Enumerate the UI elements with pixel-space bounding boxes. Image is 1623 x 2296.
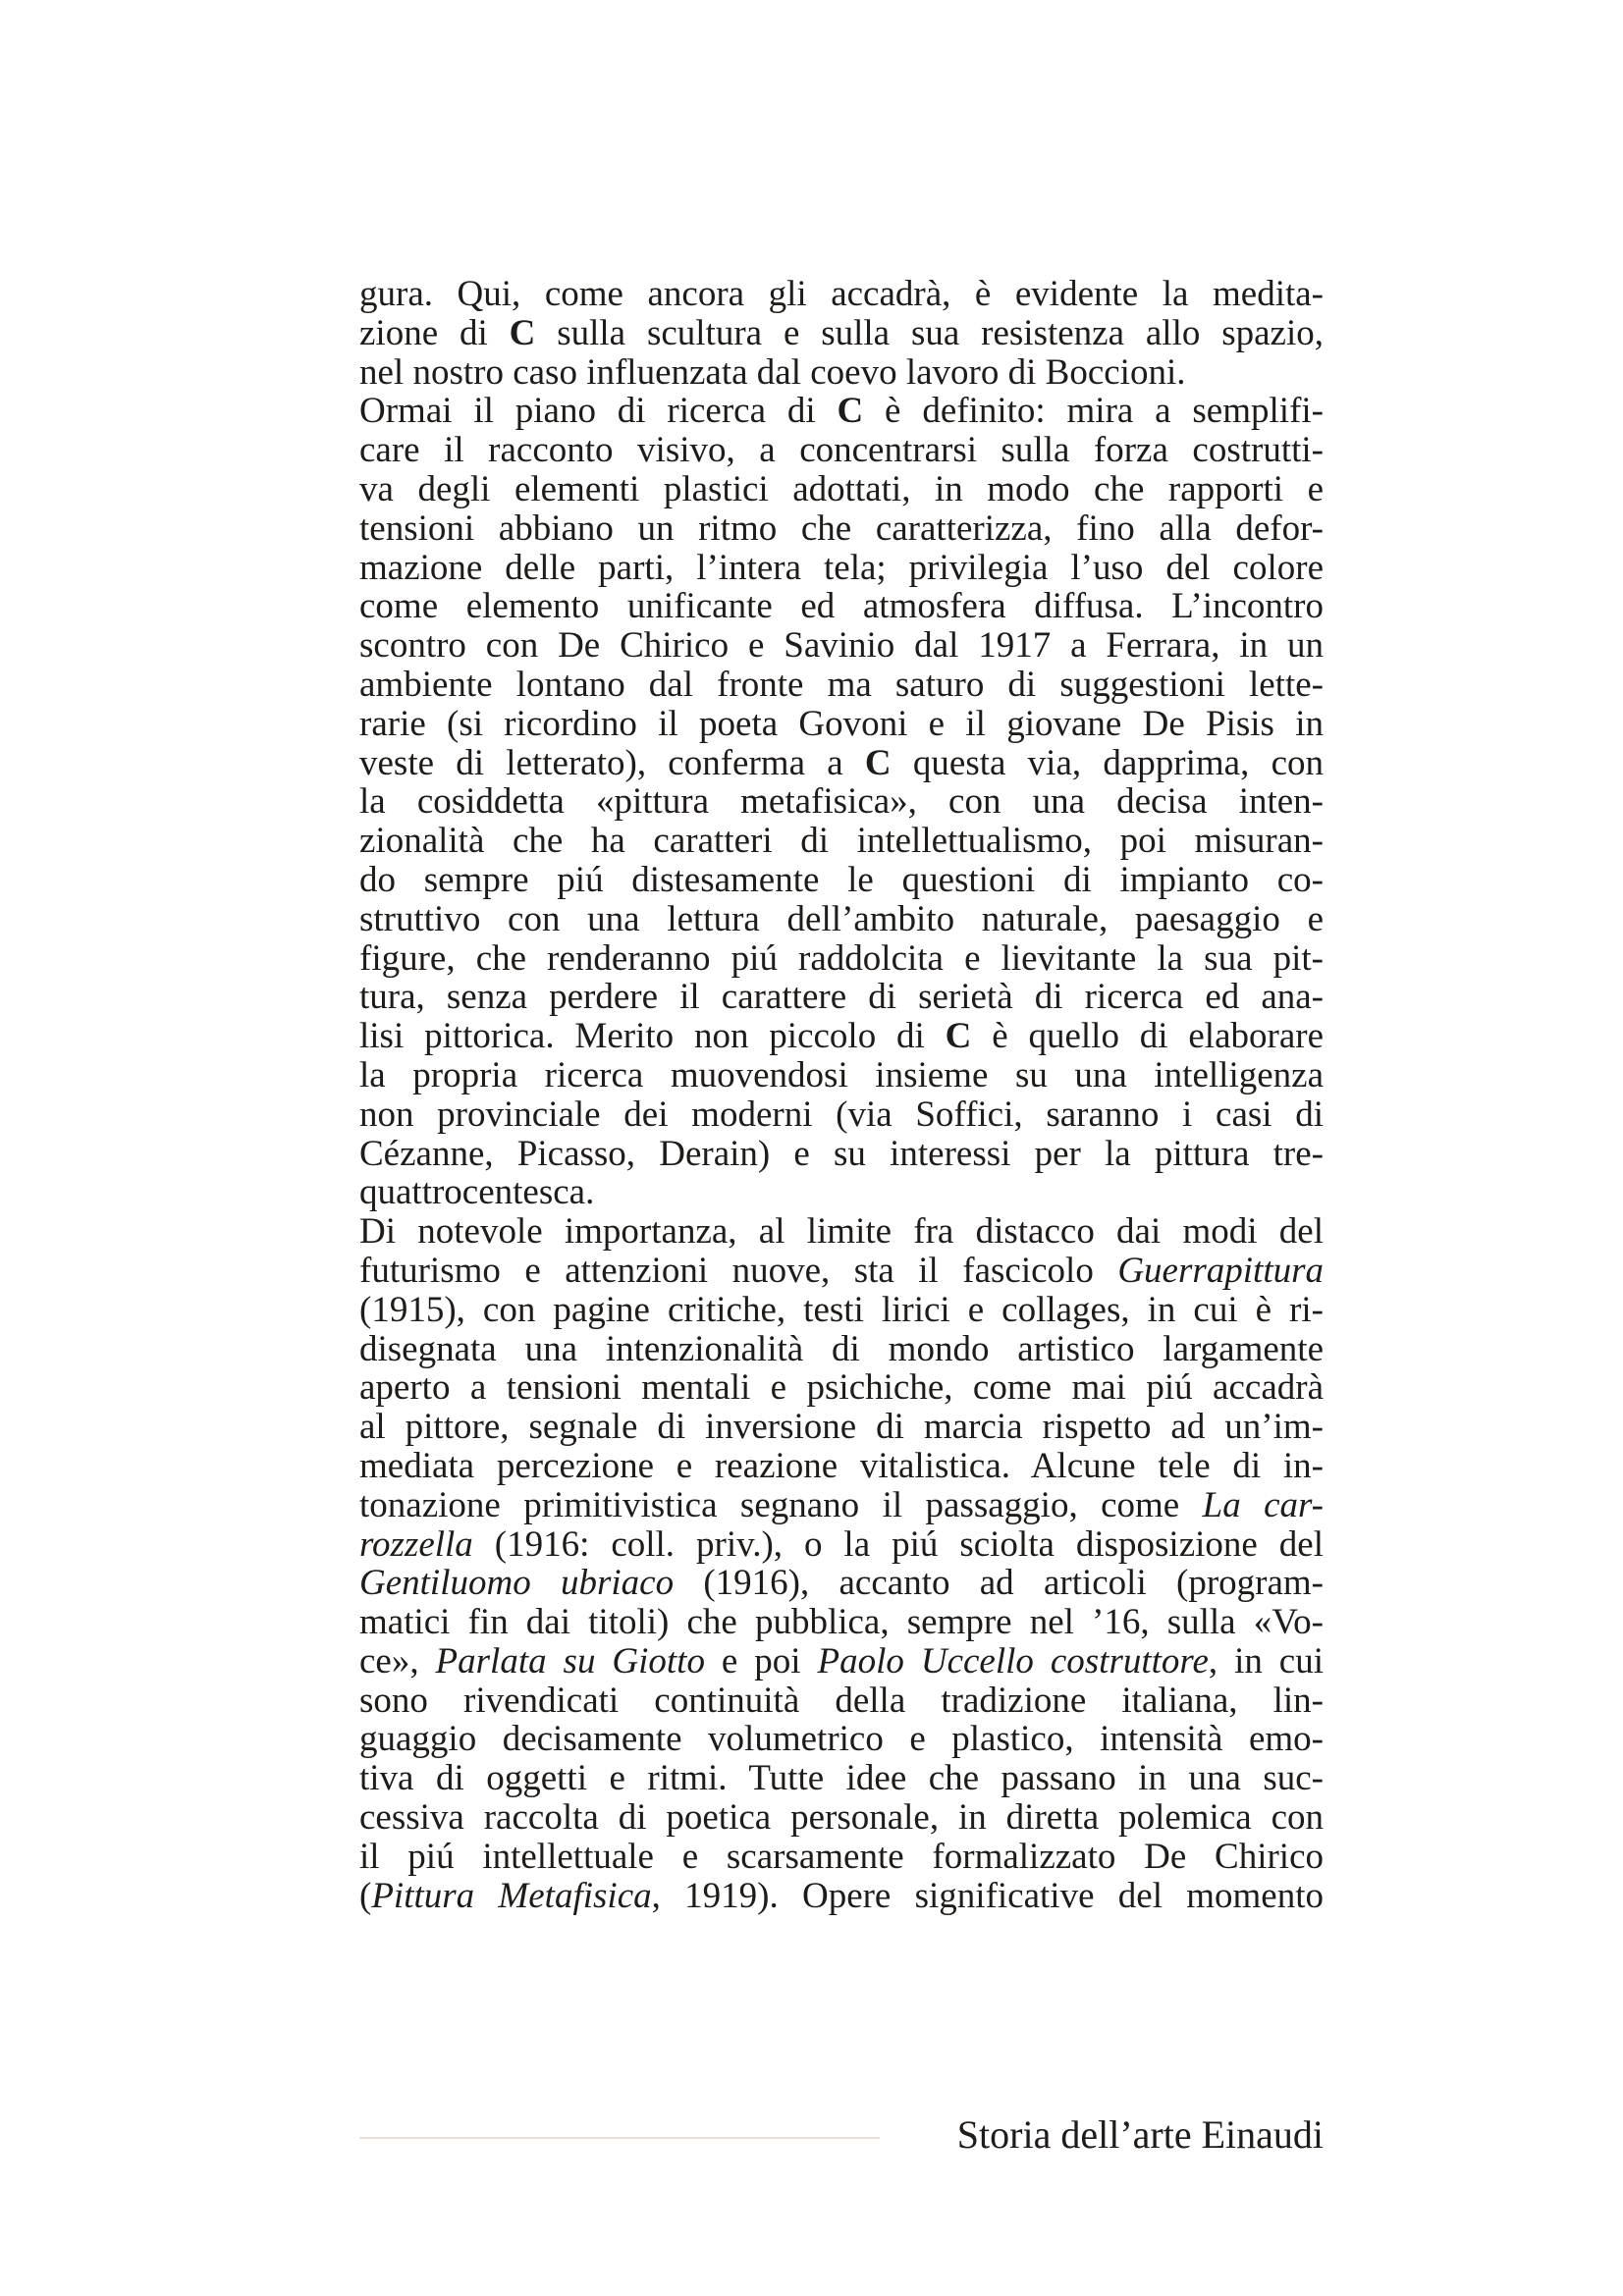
- text-run: cessiva raccolta di poetica personale, in diretta polemica con: [359, 1797, 1324, 1839]
- text-run: non provinciale dei moderni (via Soffici, saranno i casi di: [359, 1094, 1324, 1135]
- body-text: [359, 275, 1324, 1915]
- text-line: [359, 1603, 1324, 1642]
- text-line: [359, 939, 1324, 979]
- text-line: [359, 1408, 1324, 1447]
- text-line: [359, 1877, 1324, 1916]
- text-run: , 1919). Opere significative del momento: [651, 1875, 1324, 1916]
- text-run: veste di letterato), conferma a: [359, 742, 865, 783]
- text-line: [359, 431, 1324, 470]
- text-run: come elemento unificante ed atmosfera diffusa. L’incontro: [359, 586, 1324, 627]
- text-run: mazione delle parti, l’intera tela; privilegia l’uso del colore: [359, 547, 1324, 588]
- text-run: aperto a tensioni mentali e psichiche, come mai piú accadrà: [359, 1367, 1324, 1409]
- text-run: figure, che renderanno piú raddolcita e lievitante la sua pit-: [359, 937, 1324, 979]
- text-run: sono rivendicati continuità della tradizione italiana, lin-: [359, 1680, 1324, 1721]
- text-line: [359, 822, 1324, 861]
- text-run: zionalità che ha caratteri di intellettualismo, poi misuran-: [359, 821, 1324, 862]
- italic-title: rozzella: [359, 1523, 473, 1565]
- text-line: [359, 1017, 1324, 1056]
- text-line: [359, 705, 1324, 744]
- bold-initial: C: [864, 742, 892, 783]
- text-run: (1916), accanto ad articoli (program-: [674, 1563, 1324, 1604]
- text-line: [359, 470, 1324, 509]
- text-line: [359, 275, 1324, 314]
- text-run: gura. Qui, come ancora gli accadrà, è evidente la medita-: [359, 274, 1324, 314]
- text-line: [359, 782, 1324, 822]
- text-run: al pittore, segnale di inversione di marcia rispetto ad un’im-: [359, 1407, 1324, 1448]
- italic-title: La car-: [1202, 1484, 1325, 1525]
- text-line: [359, 1525, 1324, 1565]
- text-run: questa via, dapprima, con: [891, 742, 1325, 783]
- text-line: [359, 900, 1324, 939]
- text-line: [359, 353, 1324, 393]
- text-line: [359, 861, 1324, 900]
- text-run: è definito: mira a semplifi-: [863, 391, 1324, 432]
- italic-title: Parlata su Giotto: [435, 1640, 705, 1682]
- italic-title: Gentiluomo ubriaco: [359, 1563, 675, 1604]
- text-run: la propria ricerca muovendosi insieme su una intelligenza: [359, 1054, 1324, 1095]
- text-run: (: [359, 1875, 372, 1916]
- text-line: [359, 1212, 1324, 1252]
- text-run: ce»,: [359, 1640, 436, 1682]
- text-run: rarie (si ricordino il poeta Govoni e il giovane De Pisis in: [359, 703, 1324, 744]
- text-run: zione di: [359, 312, 510, 353]
- text-line: [359, 744, 1324, 783]
- text-line: [359, 1447, 1324, 1486]
- text-run: Cézanne, Picasso, Derain) e su interessi per la pittura tre-: [359, 1133, 1324, 1174]
- text-run: va degli elementi plastici adottati, in modo che rapporti e: [359, 468, 1324, 509]
- text-run: tiva di oggetti e ritmi. Tutte idee che passano in una suc-: [359, 1758, 1324, 1799]
- text-line: [359, 1173, 1324, 1212]
- text-run: struttivo con una lettura dell’ambito naturale, paesaggio e: [359, 898, 1324, 939]
- text-run: Di notevole importanza, al limite fra distacco dai modi del: [359, 1211, 1324, 1253]
- text-run: tonazione primitivistica segnano il passaggio, come: [359, 1484, 1203, 1525]
- text-run: guaggio decisamente volumetrico e plastico, intensità emo-: [359, 1719, 1324, 1760]
- text-run: Ormai il piano di ricerca di: [359, 391, 838, 432]
- text-line: [359, 1291, 1324, 1330]
- text-line: [359, 1330, 1324, 1369]
- italic-title: Pittura Metafisica: [371, 1875, 652, 1916]
- text-line: [359, 1682, 1324, 1721]
- text-run: ambiente lontano dal fronte ma saturo di suggestioni lette-: [359, 664, 1324, 705]
- bold-initial: C: [837, 391, 864, 432]
- text-line: [359, 1135, 1324, 1174]
- text-line: [359, 1564, 1324, 1603]
- text-line: [359, 509, 1324, 549]
- text-run: care il racconto visivo, a concentrarsi sulla forza costrutti-: [359, 430, 1324, 471]
- text-run: mediata percezione e reazione vitalistica. Alcune tele di in-: [359, 1445, 1324, 1486]
- text-line: [359, 1759, 1324, 1798]
- footer-title: Storia dell’arte Einaudi: [956, 2112, 1324, 2157]
- text-run: do sempre piú distesamente le questioni di impianto co-: [359, 859, 1324, 900]
- text-run: la cosiddetta «pittura metafisica», con una decisa inten-: [359, 781, 1324, 823]
- text-run: scontro con De Chirico e Savinio dal 1917 a Ferrara, in un: [359, 625, 1324, 667]
- text-run: , in cui: [1208, 1640, 1325, 1682]
- text-line: [359, 978, 1324, 1017]
- text-run: disegnata una intenzionalità di mondo artistico largamente: [359, 1328, 1324, 1369]
- text-run: tura, senza perdere il carattere di serietà di ricerca ed ana-: [359, 977, 1324, 1018]
- text-line: [359, 1798, 1324, 1838]
- text-line: [359, 1368, 1324, 1408]
- text-line: [359, 549, 1324, 588]
- text-line: [359, 1095, 1324, 1135]
- text-line: [359, 314, 1324, 353]
- text-run: e poi: [704, 1640, 818, 1682]
- text-run: (1916: coll. priv.), o la piú sciolta disposizione del: [472, 1523, 1324, 1565]
- text-line: [359, 587, 1324, 626]
- text-run: (1915), con pagine critiche, testi lirici e collages, in cui è ri-: [359, 1289, 1324, 1330]
- text-run: futurismo e attenzioni nuove, sta il fascicolo: [359, 1250, 1118, 1291]
- bold-initial: C: [509, 312, 536, 353]
- text-line: [359, 1838, 1324, 1877]
- text-line: [359, 1486, 1324, 1525]
- bold-initial: C: [945, 1016, 972, 1057]
- footer-rule: [359, 2137, 880, 2139]
- text-line: [359, 1720, 1324, 1759]
- text-run: tensioni abbiano un ritmo che caratterizza, fino alla defor-: [359, 507, 1324, 549]
- text-run: lisi pittorica. Merito non piccolo di: [359, 1016, 946, 1057]
- text-line: [359, 1056, 1324, 1095]
- italic-title: Guerrapittura: [1117, 1250, 1324, 1291]
- text-line: [359, 626, 1324, 666]
- text-run: è quello di elaborare: [971, 1016, 1324, 1057]
- text-line: [359, 1642, 1324, 1682]
- text-run: matici fin dai titoli) che pubblica, sempre nel ’16, sulla «Vo-: [359, 1602, 1324, 1643]
- text-line: [359, 666, 1324, 705]
- text-run: quattrocentesca.: [359, 1172, 595, 1213]
- text-line: [359, 1252, 1324, 1291]
- italic-title: Paolo Uccello costruttore: [817, 1640, 1209, 1682]
- text-run: il piú intellettuale e scarsamente formalizzato De Chirico: [359, 1836, 1324, 1877]
- text-run: sulla scultura e sulla sua resistenza allo spazio,: [535, 312, 1324, 353]
- text-run: nel nostro caso influenzata dal coevo lavoro di Boccioni.: [359, 351, 1186, 393]
- text-line: [359, 392, 1324, 431]
